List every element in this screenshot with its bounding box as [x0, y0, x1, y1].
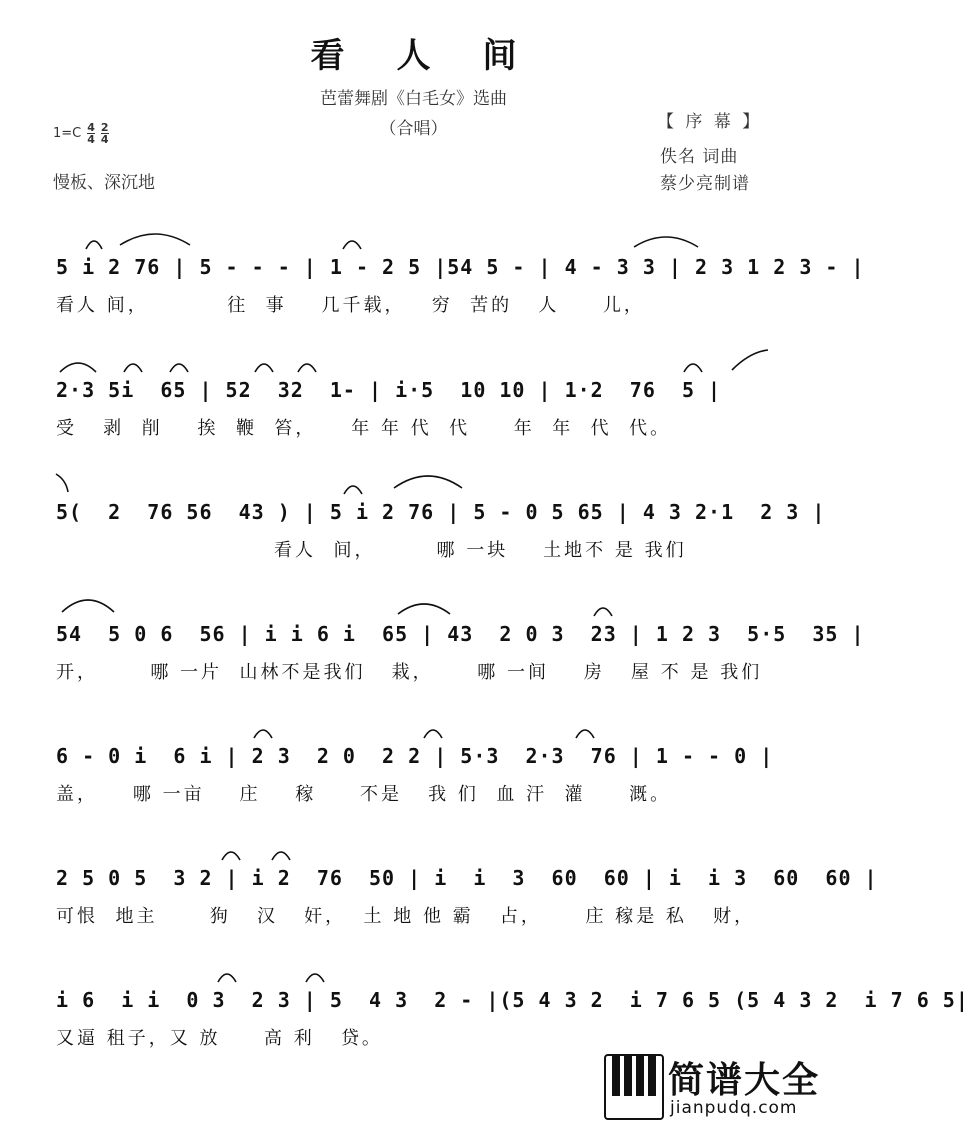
- slur-marks: [0, 958, 827, 992]
- time-signature-2: [101, 122, 109, 145]
- time-signature-1: [87, 122, 95, 145]
- piano-keys-icon: [604, 1054, 664, 1120]
- key-label: 1=C: [53, 126, 82, 141]
- lyrics-line-4: 开， 哪 一片 山林不是我们 栽， 哪 一间 房 屋 不 是 我们: [56, 662, 763, 683]
- piano-black-key: [636, 1056, 644, 1096]
- song-title: 看人间: [310, 36, 569, 76]
- song-subtitle: 芭蕾舞剧《白毛女》选曲: [320, 89, 507, 109]
- performance-note: （合唱）: [379, 119, 448, 139]
- piano-black-key: [624, 1056, 632, 1096]
- time-sig-1-top: 4: [87, 121, 95, 134]
- time-sig-2-top: 2: [100, 121, 109, 134]
- lyrics-line-6: 可恨 地主 狗 汉 奸， 土 地 他 霸 占， 庄 稼是 私 财，: [56, 906, 756, 927]
- time-sig-1-bottom: 4: [87, 133, 95, 146]
- piano-black-key: [612, 1056, 620, 1096]
- lyrics-line-2: 受 剥 削 挨 鞭 笞， 年 年 代 代 年 年 代 代。: [56, 418, 672, 439]
- key-signature: [53, 122, 109, 145]
- slur-marks: [0, 714, 827, 748]
- credit-notation: 蔡少亮制谱: [660, 174, 750, 194]
- notes-line-1: 5 i 2 76 | 5 - - - | 1 - 2 5 |54 5 - | 4 - 3 3 | 2 3 1 2 3 - |: [56, 255, 865, 279]
- slur-marks: [0, 592, 827, 626]
- credit-lyrics: 佚名 词曲: [660, 147, 739, 167]
- notes-line-2: 2·3 5i 65 | 52 32 1- | i·5 10 10 | 1·2 76 5 |: [56, 378, 722, 402]
- slur-marks: [0, 348, 827, 382]
- notes-line-7: i 6 i i 0 3 2 3 | 5 4 3 2 - |(5 4 3 2 i 7 6 5 (5 4 3 2 i 7 6 5|: [56, 988, 969, 1012]
- slur-marks: [0, 225, 827, 259]
- lyrics-line-7: 又逼 租子，又 放 高 利 贷。: [56, 1028, 383, 1049]
- piano-black-key: [648, 1056, 656, 1096]
- tempo-marking: 慢板、深沉地: [53, 173, 155, 193]
- lyrics-line-1: 看人 间， 往 事 几千载， 穷 苦的 人 儿，: [56, 295, 645, 316]
- slur-marks: [0, 470, 827, 504]
- notes-line-3: 5( 2 76 56 43 ) | 5 i 2 76 | 5 - 0 5 65 | 4 3 2·1 2 3 |: [56, 500, 826, 524]
- logo-url: jianpudq.com: [670, 1098, 798, 1118]
- lyrics-line-3: 看人 间， 哪 一块 土地不 是 我们: [56, 540, 687, 561]
- notes-line-6: 2 5 0 5 3 2 | i 2 76 50 | i i 3 60 60 | i i 3 60 60 |: [56, 866, 878, 890]
- time-sig-2-bottom: 4: [100, 133, 109, 146]
- slur-marks: [0, 836, 827, 870]
- notes-line-4: 54 5 0 6 56 | i i 6 i 65 | 43 2 0 3 23 | 1 2 3 5·5 35 |: [56, 622, 865, 646]
- lyrics-line-5: 盖， 哪 一亩 庄 稼 不是 我 们 血 汗 灌 溉。: [56, 784, 672, 805]
- notes-line-5: 6 - 0 i 6 i | 2 3 2 0 2 2 | 5·3 2·3 76 | 1 - - 0 |: [56, 744, 774, 768]
- logo-text: 简谱大全: [668, 1060, 821, 1101]
- section-label: 【 序 幕 】: [657, 112, 763, 132]
- site-logo: [604, 1052, 824, 1122]
